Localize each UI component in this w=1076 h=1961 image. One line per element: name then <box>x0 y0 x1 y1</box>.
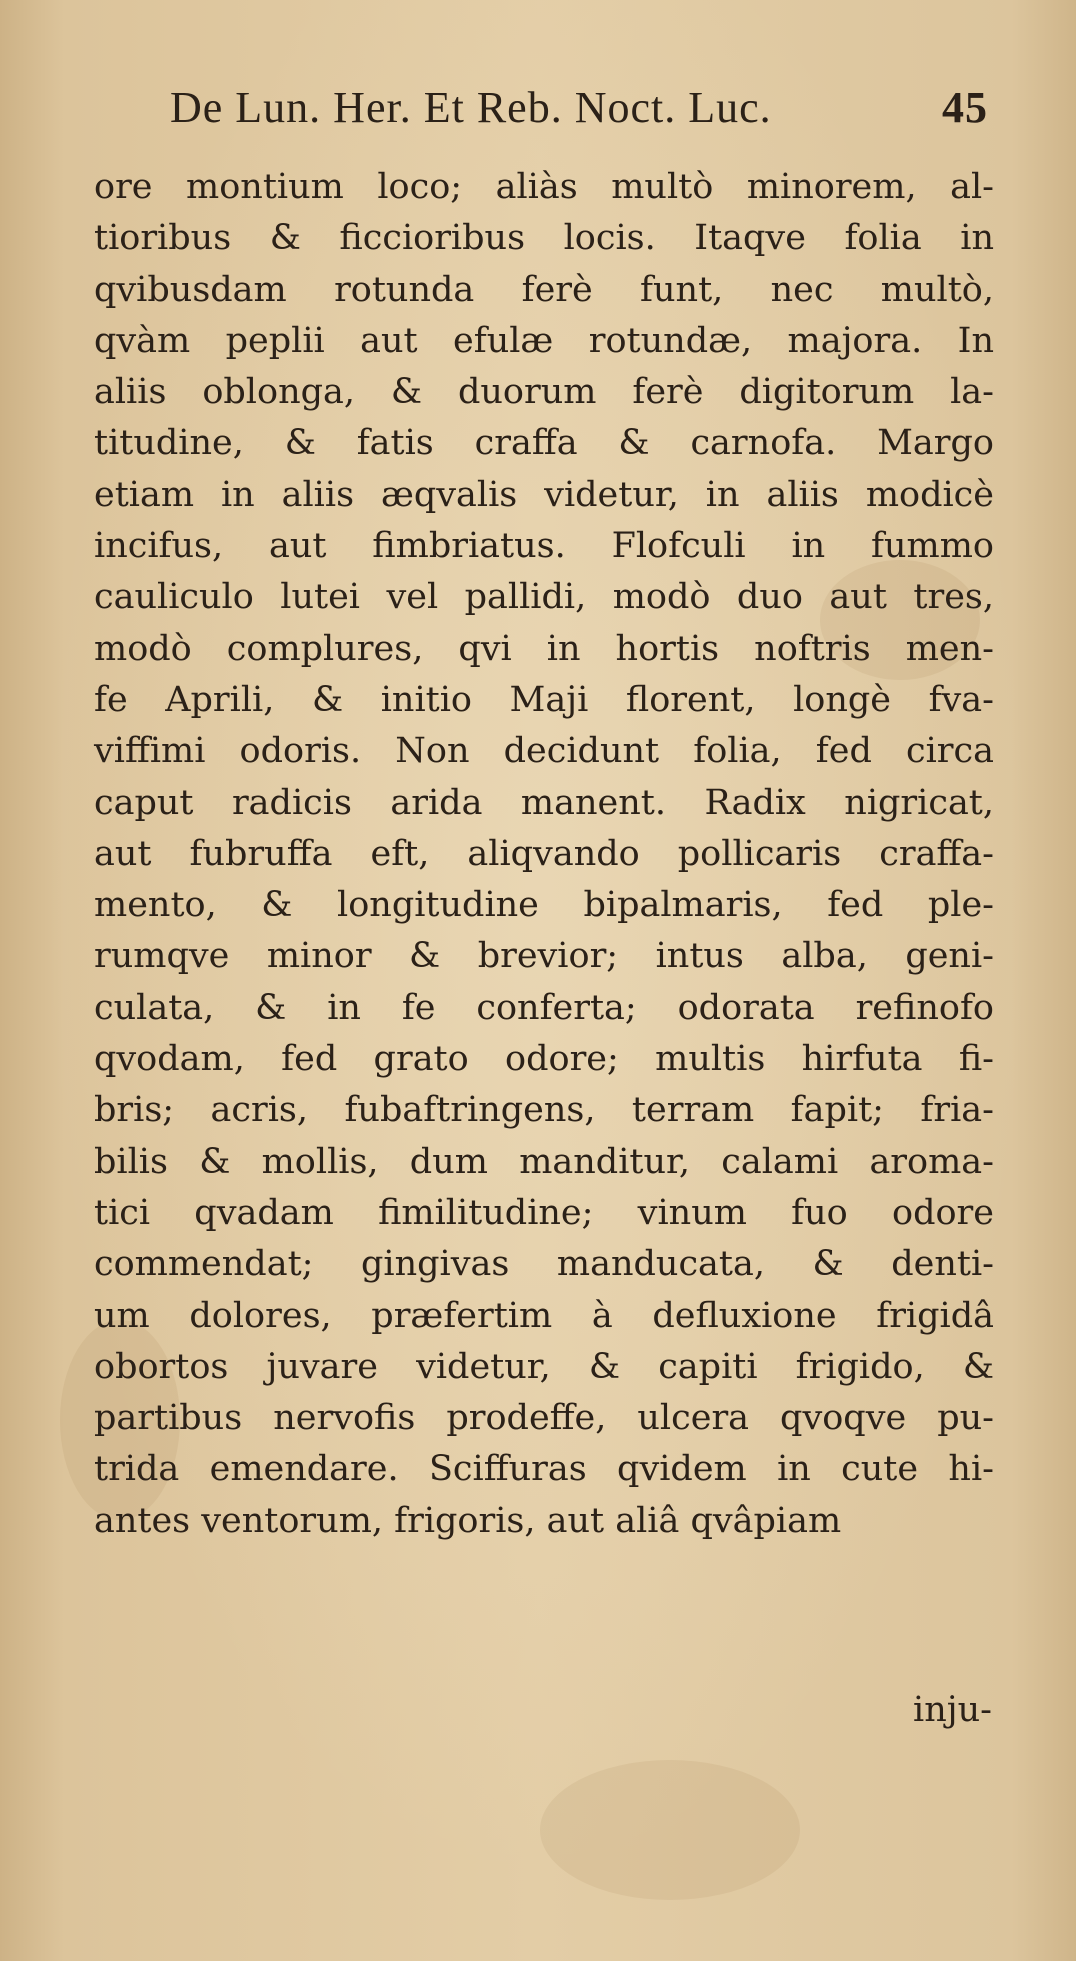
catchword: inju- <box>913 1690 992 1730</box>
text-line: aliis oblonga, & duorum ferè digitorum la- <box>94 372 994 413</box>
text-line: etiam in aliis æqvalis videtur, in aliis modicè <box>94 474 994 515</box>
page-number: 45 <box>942 83 988 132</box>
text-line: incifus, aut fimbriatus. Flofculi in fummo <box>94 526 994 567</box>
text-line: bris; acris, fubaftringens, terram fapit; fria- <box>94 1090 994 1131</box>
text-line: aut fubruffa eft, aliqvando pollicaris craffa- <box>94 833 994 874</box>
text-line: fe Aprili, & initio Maji florent, longè fva- <box>94 679 994 720</box>
body-text <box>94 162 994 1547</box>
text-line: culata, & in fe conferta; odorata refinofo <box>94 987 994 1028</box>
text-line: qvibusdam rotunda ferè funt, nec multò, <box>94 269 994 310</box>
running-head-title: De Lun. Her. Et Reb. Noct. Luc. <box>170 83 772 132</box>
text-line: tici qvadam fimilitudine; vinum fuo odore <box>94 1192 994 1233</box>
text-line: antes ventorum, frigoris, aut aliâ qvâpiam <box>94 1500 842 1541</box>
text-line: bilis & mollis, dum manditur, calami aroma- <box>94 1141 994 1182</box>
text-line: caput radicis arida manent. Radix nigricat, <box>94 782 994 823</box>
text-line: titudine, & fatis craffa & carnofa. Margo <box>94 423 994 464</box>
text-line: modò complures, qvi in hortis noftris men- <box>94 628 994 669</box>
text-line: tioribus & ficcioribus locis. Itaqve folia in <box>94 218 994 259</box>
text-line: partibus nervofis prodeffe, ulcera qvoqve pu- <box>94 1398 994 1439</box>
text-line: ore montium loco; aliàs multò minorem, al- <box>94 167 994 207</box>
text-line: qvodam, fed grato odore; multis hirfuta fi- <box>94 1039 994 1080</box>
text-line: viffimi odoris. Non decidunt folia, fed circa <box>94 731 994 772</box>
text-line: obortos juvare videtur, & capiti frigido, & <box>94 1346 994 1387</box>
text-line: qvàm peplii aut efulæ rotundæ, majora. In <box>94 320 994 361</box>
text-line: um dolores, præfertim à defluxione frigidâ <box>94 1295 994 1336</box>
text-line: rumqve minor & brevior; intus alba, geni- <box>94 936 994 977</box>
running-head <box>170 78 988 138</box>
text-line: trida emendare. Sciffuras qvidem in cute hi- <box>94 1449 994 1490</box>
paper-stain <box>540 1760 800 1900</box>
text-line: commendat; gingivas manducata, & denti- <box>94 1244 994 1285</box>
text-line: cauliculo lutei vel pallidi, modò duo aut tres, <box>94 577 994 618</box>
text-line: mento, & longitudine bipalmaris, fed ple- <box>94 885 994 926</box>
